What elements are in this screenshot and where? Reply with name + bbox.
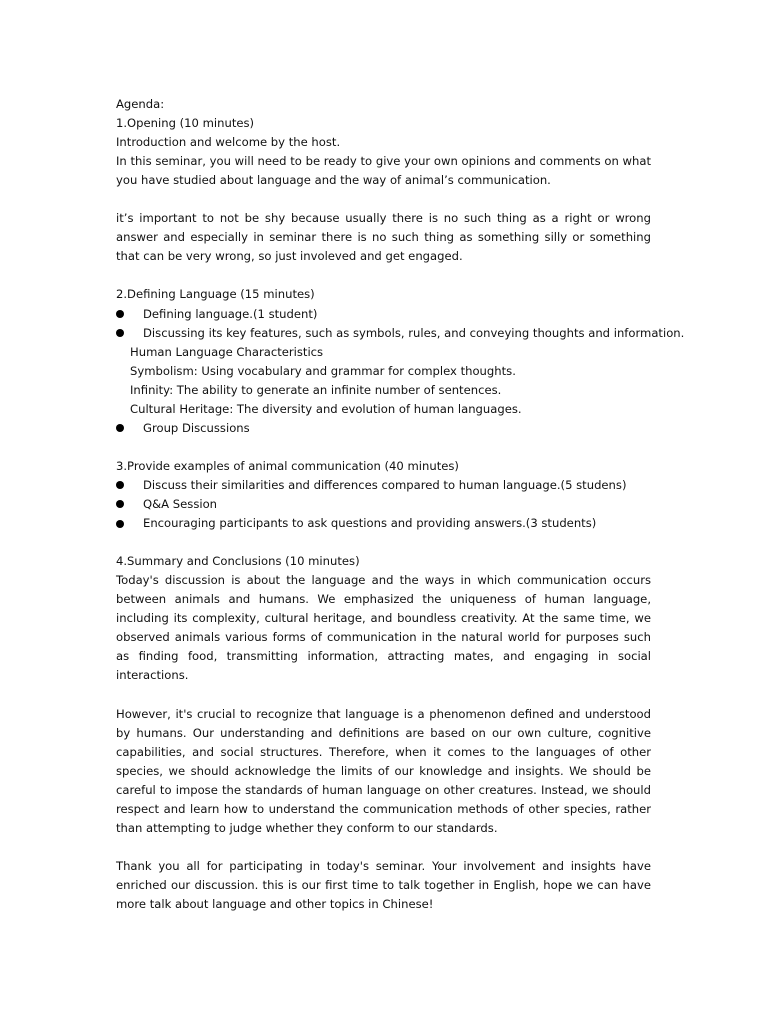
sub-line: Infinity: The ability to generate an infinite number of sentences. [130, 382, 502, 397]
sub-line: Cultural Heritage: The diversity and evolution of human languages. [130, 401, 522, 416]
agenda-heading: Agenda: [116, 97, 165, 111]
blank-line [116, 438, 651, 457]
bullet-icon [116, 514, 143, 533]
defining-title: 2.Defining Language (15 minutes) [116, 287, 315, 302]
list-item [116, 324, 685, 343]
bullet-icon [116, 305, 143, 324]
sub-line: Symbolism: Using vocabulary and grammar for complex thoughts. [130, 363, 516, 378]
bullet-icon [116, 419, 143, 438]
list-item-text: Defining language.(1 student) [143, 306, 318, 321]
blank-line [116, 838, 651, 857]
bullet-icon [116, 495, 143, 514]
document-page [116, 95, 685, 914]
list-item-text: Group Discussions [143, 420, 250, 435]
opening-intro: Introduction and welcome by the host. [116, 135, 341, 150]
sub-line: Human Language Characteristics [130, 344, 324, 359]
bullet-icon [116, 324, 143, 343]
list-item [116, 476, 651, 495]
blank-line [116, 685, 651, 704]
summary-paragraph-2: However, it's crucial to recognize that language is a phenomenon defined and understood by humans. Our understanding and definitions are based on our own culture, cognitive capabilities, and social structures. Therefore, when it comes to the languages of other species, we should acknowledge the limits of our knowledge and insights. We should be careful to impose the standards of human language on other creatures. Instead, we should respect and learn how to understand the communication methods of other species, rather than attempting to judge whether they conform to our standards. [116, 706, 651, 835]
blank-line [116, 190, 651, 209]
blank-line [116, 266, 651, 285]
list-item [116, 514, 651, 533]
list-item-text: Encouraging participants to ask questions and providing answers.(3 students) [143, 516, 597, 531]
examples-title: 3.Provide examples of animal communication (40 minutes) [116, 458, 459, 473]
opening-paragraph-2: it’s important to not be shy because usually there is no such thing as a right or wrong answer and especially in seminar there is no such thing as something silly or something that can be very wrong, so just involeved and get engaged. [116, 211, 651, 264]
summary-title: 4.Summary and Conclusions (10 minutes) [116, 554, 360, 569]
bullet-icon [116, 476, 143, 495]
list-item [116, 495, 651, 514]
list-item-text: Q&A Session [143, 496, 218, 511]
blank-line [116, 533, 651, 552]
summary-paragraph-3: Thank you all for participating in today's seminar. Your involvement and insights have enriched our discussion. this is our first time to talk together in English, hope we can have more talk about language and other topics in Chinese! [116, 858, 651, 911]
list-item-text: Discussing its key features, such as symbols, rules, and conveying thoughts and information. [143, 325, 685, 340]
opening-paragraph-1: In this seminar, you will need to be ready to give your own opinions and comments on what you have studied about language and the way of animal’s communication. [116, 154, 651, 188]
list-item [116, 419, 651, 438]
opening-title: 1.Opening (10 minutes) [116, 116, 255, 131]
list-item-text: Discuss their similarities and differences compared to human language.(5 studens) [143, 477, 627, 492]
list-item [116, 305, 651, 324]
summary-paragraph-1: Today's discussion is about the language and the ways in which communication occurs between animals and humans. We emphasized the uniqueness of human language, including its complexity, cultural heritage, and boundless creativity. At the same time, we observed animals various forms of communication in the natural world for purposes such as finding food, transmitting information, attracting mates, and engaging in social interactions. [116, 573, 651, 683]
